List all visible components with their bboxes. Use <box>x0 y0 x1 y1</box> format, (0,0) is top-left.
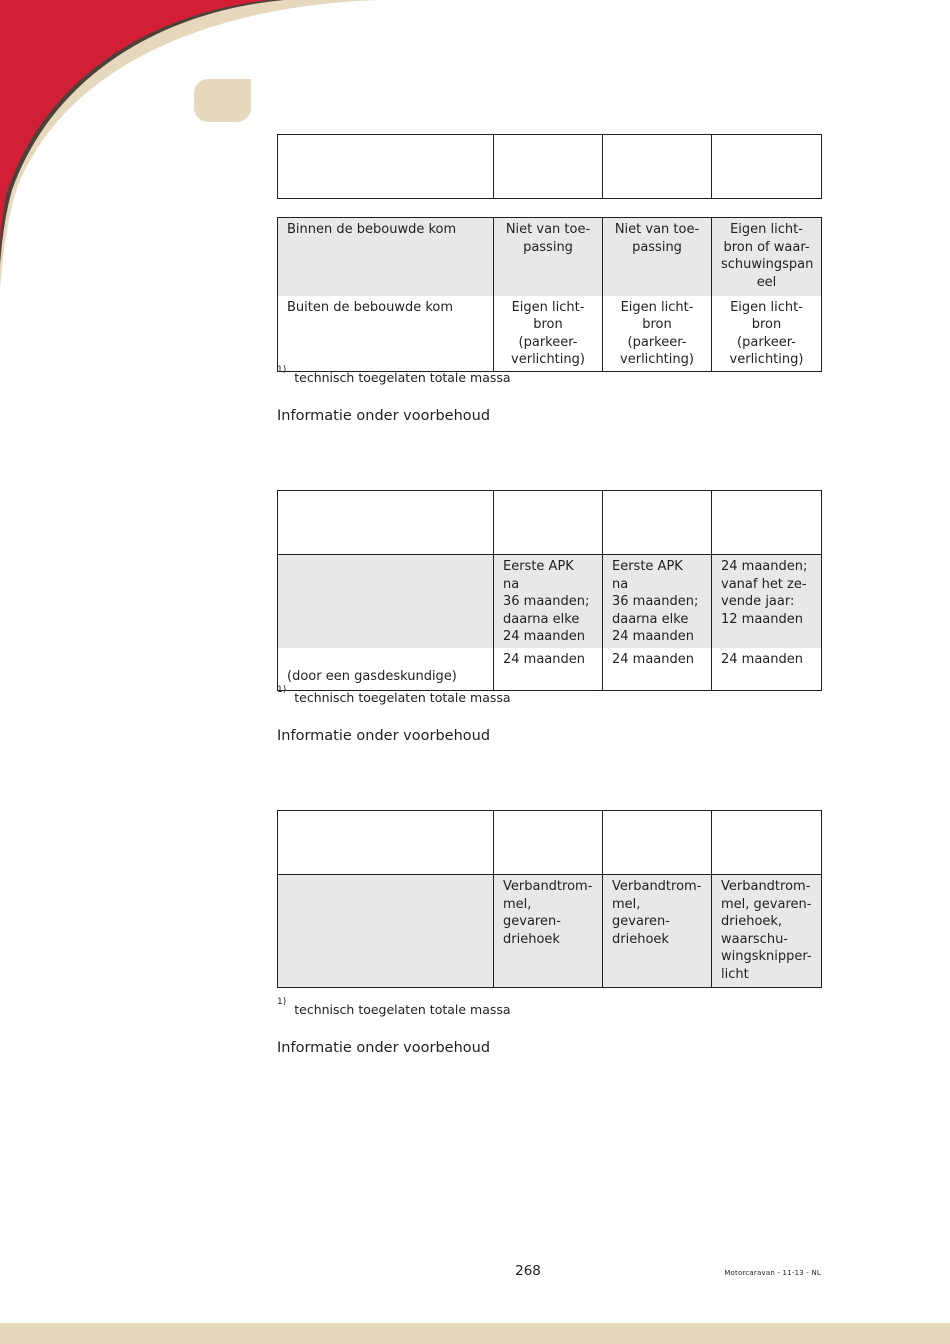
table-cell: Verbandtrom- mel, gevaren- driehoek, waarschu- wingsknipper- licht <box>712 875 822 988</box>
table-header-row <box>278 491 822 555</box>
document-code: Motorcaravan - 11-13 - NL <box>724 1269 821 1277</box>
row-label-buiten: Buiten de bebouwde kom <box>278 296 494 372</box>
table-header-row <box>278 135 822 199</box>
header-cell <box>278 491 494 555</box>
footnote <box>277 365 511 386</box>
disclaimer-text: Informatie onder voorbehoud <box>277 1040 491 1056</box>
bottom-band-decoration <box>0 1323 950 1344</box>
page-number: 268 <box>515 1263 541 1279</box>
row-label <box>278 875 494 988</box>
footnote-mark: 1) <box>277 685 287 695</box>
disclaimer-text: Informatie onder voorbehoud <box>277 408 491 424</box>
table-lighting <box>277 134 822 199</box>
footnote-text: technisch toegelaten totale massa <box>294 1002 511 1018</box>
table-cell: Eerste APK na 36 maanden; daarna elke 24 maanden <box>603 555 712 648</box>
table-row <box>278 555 822 648</box>
table-cell: Eigen licht- bron (parkeer- verlichting) <box>603 296 712 372</box>
table-equipment <box>277 810 822 988</box>
header-cell <box>278 811 494 875</box>
footnote-mark: 1) <box>277 365 287 375</box>
footnote-mark: 1) <box>277 997 287 1007</box>
row-label <box>278 555 494 648</box>
row-label-gas: (door een gasdeskundige) <box>278 648 494 691</box>
header-cell <box>603 811 712 875</box>
header-cell <box>494 491 603 555</box>
table-cell: 24 maanden <box>712 648 822 691</box>
header-cell <box>494 135 603 199</box>
header-cell <box>712 811 822 875</box>
table-cell: 24 maanden <box>603 648 712 691</box>
table-row <box>278 218 822 296</box>
header-cell <box>712 491 822 555</box>
table-cell: 24 maanden; vanaf het ze- vende jaar: 12 maanden <box>712 555 822 648</box>
table-inspection <box>277 490 822 691</box>
table-row <box>278 648 822 691</box>
header-cell <box>712 135 822 199</box>
chapter-tab-marker <box>194 79 251 122</box>
table-cell: Eigen licht- bron (parkeer- verlichting) <box>494 296 603 372</box>
table-row <box>278 296 822 372</box>
footnote-text: technisch toegelaten totale massa <box>294 370 511 386</box>
table-row <box>278 875 822 988</box>
header-cell <box>494 811 603 875</box>
table-cell: Verbandtrom- mel, gevaren- driehoek <box>603 875 712 988</box>
table-cell: 24 maanden <box>494 648 603 691</box>
table-cell: Eigen licht- bron of waar- schuwingspan eel <box>712 218 822 296</box>
table-cell: Niet van toe- passing <box>494 218 603 296</box>
footnote-text: technisch toegelaten totale massa <box>294 690 511 706</box>
table-cell: Verbandtrom- mel, gevaren- driehoek <box>494 875 603 988</box>
table-cell: Eigen licht- bron (parkeer- verlichting) <box>712 296 822 372</box>
table-cell: Eerste APK na 36 maanden; daarna elke 24 maanden <box>494 555 603 648</box>
header-cell <box>278 135 494 199</box>
footnote <box>277 997 511 1018</box>
table-cell: Niet van toe- passing <box>603 218 712 296</box>
table-header-row <box>278 811 822 875</box>
row-label-binnen: Binnen de bebouwde kom <box>278 218 494 296</box>
disclaimer-text: Informatie onder voorbehoud <box>277 728 491 744</box>
header-cell <box>603 135 712 199</box>
footnote <box>277 685 511 706</box>
header-cell <box>603 491 712 555</box>
table-lighting-body <box>277 217 822 372</box>
